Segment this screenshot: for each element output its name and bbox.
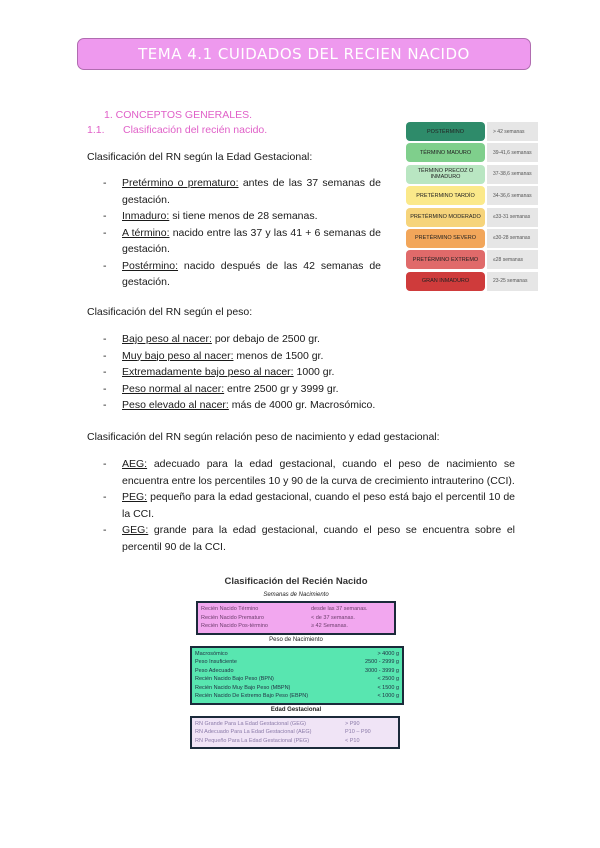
row-label: Recién Nacido De Extremo Bajo Peso (EBPN) [195, 693, 309, 699]
rel-list [103, 456, 515, 555]
row-value: 37-38,6 semanas [487, 165, 538, 184]
item-desc: nacido después de las 42 semanas de gestación. [122, 259, 381, 288]
item-desc: por debajo de 2500 gr. [211, 333, 320, 345]
table-row [201, 622, 391, 631]
item-term: A término: [122, 226, 170, 239]
item-term: Muy bajo peso al nacer: [122, 349, 234, 362]
item-desc: 1000 gr. [293, 366, 335, 378]
row-label: RN Adecuado Para La Edad Gestacional (AEG) [195, 729, 312, 735]
weeks-box [196, 601, 396, 635]
row-value: 23-25 semanas [487, 272, 538, 291]
row-label: Recién Nacido Prematuro [201, 614, 264, 621]
item-term: Pretérmino o prematuro: [122, 177, 239, 189]
figure-subtitle-gestational: Edad Gestacional [270, 706, 322, 713]
row-value: 2500 - 2999 g [365, 659, 399, 665]
peso-intro: Clasificación del RN según el peso: [87, 306, 253, 318]
peso-list [103, 331, 403, 414]
row-label: RN Grande Para La Edad Gestacional (GEG) [195, 720, 306, 727]
row-label: POSTÉRMINO [406, 122, 485, 141]
row-label: PRETÉRMINO MODERADO [406, 208, 485, 227]
table-row [195, 675, 399, 684]
row-label: TÉRMINO PRECOZ O INMADURO [406, 165, 485, 184]
table-row [195, 720, 395, 729]
row-value: > 4000 g [377, 650, 399, 657]
item-desc: entre 2500 gr y 3999 gr. [224, 382, 339, 395]
row-label: PRETÉRMINO EXTREMO [406, 250, 485, 269]
rel-intro: Clasificación del RN según relación peso de nacimiento y edad gestacional: [87, 431, 440, 443]
heading-1: 1. CONCEPTOS GENERALES. [104, 109, 253, 121]
table-row [195, 684, 399, 693]
row-label: TÉRMINO MADURO [406, 143, 485, 162]
list-item [103, 522, 515, 555]
title-banner [77, 38, 531, 70]
eg-list [103, 175, 381, 291]
item-desc: si tiene menos de 28 semanas. [169, 210, 318, 222]
row-value: P10 – P90 [345, 729, 371, 735]
table-row [406, 250, 538, 269]
row-label: Macrosómico [195, 650, 228, 657]
row-value: desde las 37 semanas. [311, 606, 368, 612]
heading-2-number: 1.1. [87, 124, 105, 136]
item-term: Bajo peso al nacer: [122, 333, 212, 345]
table-row [195, 692, 399, 701]
row-label: Recién Nacido Término [201, 606, 259, 612]
item-term: Inmaduro: [122, 210, 170, 222]
list-item [103, 331, 403, 348]
table-row [406, 122, 538, 141]
list-item [103, 397, 403, 414]
item-desc: nacido entre las 37 y las 41 + 6 semanas de gestación. [122, 226, 381, 255]
list-item [103, 489, 515, 522]
item-term: GEG: [122, 524, 149, 536]
list-item [103, 175, 381, 208]
row-label: Recién Nacido Pos-término [201, 623, 268, 629]
table-row [195, 737, 395, 746]
row-value: ≥ 42 Semanas. [311, 623, 348, 629]
table-row [195, 667, 399, 676]
table-row [406, 208, 538, 227]
row-value: < P10 [345, 737, 360, 744]
row-value: 34-36,6 semanas [487, 186, 538, 205]
table-row [406, 143, 538, 162]
item-term: AEG: [122, 458, 148, 470]
heading-2-text: Clasificación del recién nacido. [123, 124, 268, 136]
row-value: 39-41,6 semanas [487, 143, 538, 162]
row-label: PRETÉRMINO SEVERO [406, 229, 485, 248]
row-label: Recién Nacido Bajo Peso (BPN) [195, 676, 274, 682]
row-value: < de 37 semanas. [311, 614, 355, 621]
gestational-age-table [406, 122, 538, 293]
list-item [103, 364, 403, 381]
row-value: > P90 [345, 720, 360, 727]
table-row [201, 614, 391, 623]
heading-2 [87, 124, 267, 136]
table-row [195, 650, 399, 659]
item-term: Peso normal al nacer: [122, 382, 225, 395]
row-value: ≤28 semanas [487, 250, 538, 269]
list-item [103, 258, 381, 291]
row-label: Peso Adecuado [195, 667, 234, 674]
row-value: < 2500 g [377, 676, 399, 682]
classification-figure [188, 576, 404, 749]
item-desc: pequeño para la edad gestacional, cuando el peso está bajo el percentil 10 de la CCI. [122, 491, 515, 520]
table-row [195, 728, 395, 737]
eg-intro: Clasificación del RN según la Edad Gestacional: [87, 151, 313, 163]
row-value: < 1000 g [377, 693, 399, 699]
row-label: PRETÉRMINO TARDÍO [406, 186, 485, 205]
figure-subtitle-weight: Peso de Nacimiento [269, 636, 323, 643]
item-desc: grande para la edad gestacional, cuando el peso se encuentra sobre el percentil 90 de la CCI. [122, 524, 515, 553]
list-item [103, 208, 381, 225]
figure-subtitle-weeks: Semanas de Nacimiento [263, 592, 329, 598]
row-value: ≤33-31 semanas [487, 208, 538, 227]
table-row [195, 658, 399, 667]
row-value: < 1500 g [377, 684, 399, 691]
item-term: Extremadamente bajo peso al nacer: [122, 366, 294, 378]
item-term: Postérmino: [122, 259, 179, 272]
list-item [103, 381, 403, 398]
item-desc: adecuado para la edad gestacional, cuando el peso de nacimiento se encuentra entre los percentiles 10 y 90 de la curva de crecimiento intrauterino (CCI). [122, 458, 515, 487]
table-row [406, 272, 538, 291]
list-item [103, 348, 403, 365]
item-desc: menos de 1500 gr. [233, 349, 324, 362]
row-label: GRAN INMADURO [406, 272, 485, 291]
table-row [201, 605, 391, 614]
row-value: > 42 semanas [487, 122, 538, 141]
weight-box [190, 646, 404, 705]
page-title: TEMA 4.1 CUIDADOS DEL RECIEN NACIDO [138, 45, 470, 63]
figure-title: Clasificación del Recién Nacido [224, 576, 368, 587]
row-label: Recién Nacido Muy Bajo Peso (MBPN) [195, 684, 291, 691]
row-label: Peso Insuficiente [195, 659, 237, 665]
item-term: PEG: [122, 491, 148, 503]
row-value: ≤30-28 semanas [487, 229, 538, 248]
row-value: 3000 - 3999 g [365, 667, 399, 674]
table-row [406, 186, 538, 205]
list-item [103, 225, 381, 258]
gestational-box [190, 716, 400, 750]
list-item [103, 456, 515, 489]
table-row [406, 165, 538, 184]
row-label: RN Pequeño Para La Edad Gestacional (PEG) [195, 737, 310, 744]
item-desc: más de 4000 gr. Macrosómico. [228, 399, 376, 411]
item-term: Peso elevado al nacer: [122, 399, 229, 411]
table-row [406, 229, 538, 248]
item-desc: antes de las 37 semanas de gestación. [122, 177, 381, 206]
